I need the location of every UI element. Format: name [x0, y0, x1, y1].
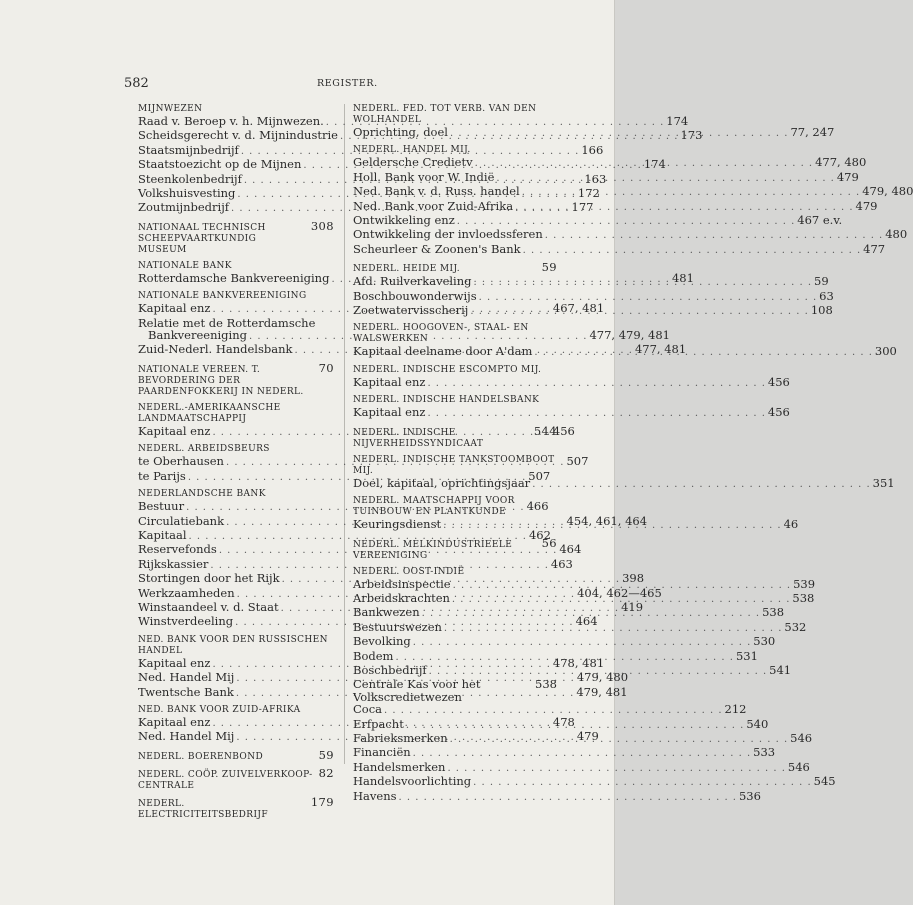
entry-text: Kapitaal enz — [353, 374, 426, 389]
entry-pages: 351 — [872, 475, 895, 490]
entry-text: Ontwikkeling enz — [353, 213, 455, 228]
entry-text: Steenkolenbedrijf — [138, 171, 242, 186]
entry-text: Arbeidsinspectie — [353, 576, 451, 591]
entry-pages: 545 — [813, 774, 836, 789]
entry-text: te Oberhausen — [138, 454, 224, 469]
entry-text: Financiën — [353, 745, 411, 760]
leader-dots — [382, 705, 724, 717]
entry-pages: 540 — [746, 716, 769, 731]
section-heading: NEDERL. MAATSCHAPPIJ VOOR TUINBOUW EN PLANTKUNDE — [353, 496, 515, 518]
index-entry — [353, 288, 834, 304]
entry-pages: 530 — [753, 634, 776, 649]
section-heading — [353, 535, 557, 562]
entry-pages: 177 — [571, 200, 594, 215]
index-entry — [138, 527, 551, 543]
entry-pages: 479, 481 — [576, 684, 628, 699]
entry-text: Winstverdeeling — [138, 614, 234, 629]
section-heading: NEDERL. INDISCHE HANDELSBANK — [353, 395, 540, 406]
leader-dots — [472, 277, 814, 289]
entry-pages: 456 — [552, 423, 575, 438]
section-heading: NATIONALE BANKVEREENIGING — [138, 291, 307, 302]
entry-text: Circulatiebank — [138, 513, 225, 528]
leader-dots — [448, 128, 790, 143]
leader-dots — [411, 637, 753, 649]
leader-dots — [450, 594, 792, 606]
heading-pages: 544 — [533, 423, 557, 438]
entry-pages: 479 — [855, 198, 878, 213]
entry-text: Havens — [353, 788, 397, 803]
entry-text: Afd. Ruilverkaveling — [353, 274, 472, 289]
leader-dots — [441, 520, 783, 532]
entry-text: Keuringsdienst — [353, 517, 442, 532]
entry-text: Arbeidskrachten — [353, 590, 450, 605]
leader-dots — [468, 306, 810, 318]
entry-pages: 466 — [526, 499, 549, 514]
entry-text: Scheidsgerecht v. d. Mijnindustrie — [138, 128, 338, 143]
entry-text: Geldersche Credietv — [353, 155, 473, 170]
entry-pages: 477, 480 — [815, 155, 867, 170]
running-title: REGISTER. — [317, 78, 378, 89]
heading-text: NEDERL. INDISCHE NIJVERHEIDSSYNDICAAT — [353, 427, 484, 449]
entry-pages: 464 — [559, 542, 582, 557]
entry-text: Ned. Handel Mij — [138, 729, 235, 744]
entry-pages: 398 — [622, 571, 645, 586]
entry-pages: 477, 479, 481 — [589, 328, 670, 343]
entry-text: Relatie met de Rotterdamsche — [138, 315, 316, 330]
entry-text: Twentsche Bank — [138, 684, 234, 699]
entry-pages: 300 — [874, 344, 897, 359]
leader-dots — [473, 158, 815, 170]
entry-pages: 166 — [581, 142, 604, 157]
entry-text: Kapitaal — [138, 527, 187, 542]
index-entry — [353, 759, 810, 775]
index-entry — [353, 227, 908, 242]
heading-text: NEDERL. BOERENBOND — [138, 751, 264, 762]
entry-text: Doel, kapitaal, oprichtingsjaar — [353, 475, 531, 490]
entry-pages: 538 — [535, 677, 557, 692]
section-heading: MIJNWEZEN — [138, 104, 203, 114]
leader-dots — [494, 173, 836, 185]
entry-text: Erfpacht — [353, 716, 404, 731]
entry-pages: 479 — [836, 169, 859, 184]
entry-pages: 546 — [787, 759, 810, 774]
entry-pages: 478 — [552, 714, 575, 729]
leader-dots — [521, 245, 863, 257]
entry-pages: 479, 480 — [576, 670, 629, 685]
entry-pages: 212 — [724, 702, 747, 717]
leader-dots — [425, 378, 767, 390]
entry-text: Kapitaal enz — [138, 301, 211, 316]
entry-text: Ned. Handel Mij — [138, 670, 235, 685]
entry-text: Raad v. Beroep v. h. Mijnwezen. — [138, 114, 324, 128]
index-entry — [353, 213, 843, 228]
entry-text: Winstaandeel v. d. Staat — [138, 599, 279, 614]
index-entry — [353, 678, 557, 703]
index-entry — [353, 774, 836, 789]
entry-pages: 173 — [680, 128, 703, 143]
entry-text: Bankwezen — [353, 605, 420, 620]
entry-text: Rijkskassier — [138, 556, 209, 571]
entry-text: Zuid-Nederl. Handelsbank — [138, 342, 293, 357]
entry-text: Reservefonds — [138, 542, 217, 557]
index-entry — [353, 374, 790, 390]
heading-pages: 308 — [310, 218, 334, 233]
entry-pages: 507 — [528, 468, 551, 483]
index-entry — [353, 634, 776, 649]
entry-pages: 464 — [575, 614, 598, 629]
entry-pages: 163 — [584, 171, 607, 186]
entry-text: Kapitaal deelname door A'dam — [353, 344, 533, 359]
leader-dots — [393, 652, 735, 664]
section-heading: NEDERL.-AMERIKAANSCHE LANDMAATSCHAPPIJ — [138, 402, 281, 424]
section-heading: NEDERL. ARBEIDSBEURS — [138, 444, 270, 455]
entry-text: Stortingen door het Rijk — [138, 571, 280, 586]
heading-pages: 70 — [318, 360, 334, 375]
section-heading: NEDERL. INDISCHE ESCOMPTO MIJ. — [353, 364, 542, 375]
entry-text: Staatstoezicht op de Mijnen — [138, 157, 302, 172]
section-heading: NEDERLANDSCHE BANK — [138, 489, 266, 500]
heading-text: NEDERL. HEIDE MIJ. — [353, 264, 461, 275]
entry-pages: 174 — [666, 114, 689, 128]
entry-text: Scheurleer & Zoonen's Bank — [353, 241, 521, 256]
entry-text: Fabrieksmerken — [353, 730, 448, 745]
heading-pages: 179 — [310, 794, 334, 809]
entry-text: Bevolking — [353, 634, 411, 649]
entry-pages: 46 — [783, 517, 799, 532]
entry-pages: 467, 481 — [552, 301, 605, 316]
leader-dots — [397, 792, 739, 804]
entry-pages: 172 — [577, 186, 600, 201]
section-heading: NEDERL. INDISCHE TANKSTOOMBOOT MIJ. — [353, 454, 555, 476]
entry-text: Staatsmijnbedrijf — [138, 142, 239, 157]
entry-pages: 480 — [885, 227, 908, 242]
entry-text: Werkzaamheden — [138, 585, 235, 600]
entry-pages: 59 — [814, 274, 829, 289]
section-heading — [138, 360, 334, 398]
entry-pages: 467 e.v. — [797, 213, 843, 228]
leader-dots — [442, 623, 784, 635]
entry-pages: 533 — [753, 745, 776, 760]
entry-pages: 539 — [793, 576, 816, 591]
entry-pages: 479 — [576, 729, 599, 744]
entry-pages: 479, 480 — [862, 184, 913, 199]
section-heading: NEDERL. OOST-INDIË — [353, 566, 465, 577]
page-number: 582 — [124, 76, 149, 91]
entry-pages: 477 — [863, 241, 886, 256]
section-heading — [138, 747, 334, 763]
entry-pages: 462 — [528, 527, 551, 542]
heading-pages: 56 — [541, 535, 557, 550]
entry-text: Kapitaal enz — [138, 423, 211, 438]
index-entry — [353, 745, 776, 760]
heading-text: NATIONAAL TECHNISCH SCHEEPVAARTKUNDIG MUSEUM — [138, 222, 266, 255]
index-entry — [353, 788, 761, 804]
entry-text: Rotterdamsche Bankvereeniging — [138, 270, 330, 285]
heading-text: NEDERL. COÖP. ZUIVELVERKOOP-CENTRALE — [138, 769, 313, 791]
entry-pages: 454, 461, 464 — [566, 513, 648, 528]
leader-dots — [445, 763, 787, 775]
heading-text: NATIONALE VEREEN. T. BEVORDERING DER PAARDENFOKKERIJ IN NEDERL. — [138, 364, 304, 397]
entry-text: Ned. Bank voor Zuid-Afrika — [353, 198, 514, 213]
entry-text: Bodem — [353, 648, 394, 663]
leader-dots — [530, 479, 872, 491]
entry-text: Holl. Bank voor W. Indië — [353, 169, 495, 184]
section-heading — [138, 218, 334, 256]
index-entry — [353, 405, 790, 420]
leader-dots — [477, 292, 819, 304]
entry-text: Kapitaal enz — [138, 655, 211, 670]
leader-dots — [448, 734, 790, 746]
entry-text: Handelsmerken — [353, 759, 446, 774]
section-heading: NEDERL. FED. TOT VERB. VAN DEN WOLHANDEL — [353, 104, 537, 125]
section-heading — [353, 423, 557, 450]
entry-pages: 481 — [671, 270, 694, 285]
leader-dots — [543, 230, 885, 242]
section-heading: NED. BANK VOOR DEN RUSSISCHEN HANDEL — [138, 634, 328, 656]
entry-text: Bestuurswezen — [353, 619, 442, 634]
leader-dots — [471, 777, 813, 789]
section-heading — [138, 765, 334, 792]
entry-pages: 541 — [769, 662, 792, 677]
entry-text: Zoutmijnbedrijf — [138, 200, 230, 215]
entry-pages: 536 — [738, 788, 761, 803]
entry-pages: 419 — [621, 599, 644, 614]
entry-pages: 538 — [762, 605, 785, 620]
entry-pages: 477, 481 — [634, 342, 687, 357]
section-heading: NED. BANK VOOR ZUID-AFRIKA — [138, 704, 301, 715]
entry-pages: 174 — [643, 157, 666, 172]
leader-dots — [451, 580, 793, 592]
entry-pages: 546 — [790, 730, 813, 745]
entry-text: Volkshuisvesting — [138, 186, 236, 201]
section-heading: NEDERL. HOOGOVEN-, STAAL- EN WALSWERKEN — [353, 323, 529, 345]
entry-text: Centrale Kas voor het Volkscredietwezen — [353, 677, 481, 704]
entry-text: Coca — [353, 702, 383, 717]
entry-pages: 404, 462—465 — [577, 585, 662, 600]
leader-dots — [532, 347, 874, 359]
entry-pages: 463 — [550, 556, 573, 571]
section-heading: NEDERL. HANDEL MIJ. — [353, 145, 471, 156]
entry-pages: 538 — [792, 590, 815, 605]
entry-text: Kapitaal enz — [138, 714, 211, 729]
section-heading: NATIONALE BANK — [138, 260, 232, 271]
leader-dots — [411, 748, 753, 760]
entry-text: Bestuur — [138, 499, 185, 514]
running-header — [124, 76, 564, 92]
entry-text: Handelsvoorlichting — [353, 774, 472, 789]
entry-text: Ontwikkeling der invloedssferen — [353, 227, 543, 242]
entry-text: Kapitaal enz — [353, 405, 426, 420]
entry-pages: 108 — [810, 303, 833, 318]
entry-pages: 531 — [735, 648, 758, 663]
entry-text: Oprichting, doel — [353, 125, 448, 139]
heading-pages: 59 — [541, 260, 557, 275]
heading-pages: 82 — [318, 765, 334, 780]
entry-text: Boschbouwonderwijs — [353, 288, 477, 303]
entry-pages: 478, 481 — [552, 655, 605, 670]
heading-pages: 59 — [318, 747, 334, 762]
heading-text: NEDERL. ELECTRICITEITSBEDRIJF — [138, 798, 269, 820]
leader-dots — [520, 187, 862, 199]
index-entry — [353, 702, 747, 717]
entry-pages: 532 — [784, 619, 807, 634]
leader-dots — [404, 720, 746, 732]
leader-dots — [425, 408, 767, 420]
entry-text: Zoetwatervisscherij — [353, 303, 469, 318]
index-entry — [353, 241, 886, 257]
heading-text: NEDERL. MELKINDUSTRIEELE VEREENIGING — [353, 539, 513, 561]
entry-pages: 63 — [819, 288, 834, 303]
entry-pages: 456 — [767, 405, 790, 420]
entry-pages: 77, 247 — [790, 125, 835, 139]
entry-pages: 456 — [767, 374, 790, 389]
entry-text: Bankvereeniging — [148, 328, 247, 343]
leader-dots — [420, 608, 762, 620]
entry-text: Boschbedrijf — [353, 662, 427, 677]
entry-pages: 507 — [566, 454, 589, 469]
section-heading — [138, 794, 334, 821]
entry-text: te Parijs — [138, 468, 186, 483]
entry-text: Ned. Bank v. d. Russ. handel — [353, 184, 520, 199]
